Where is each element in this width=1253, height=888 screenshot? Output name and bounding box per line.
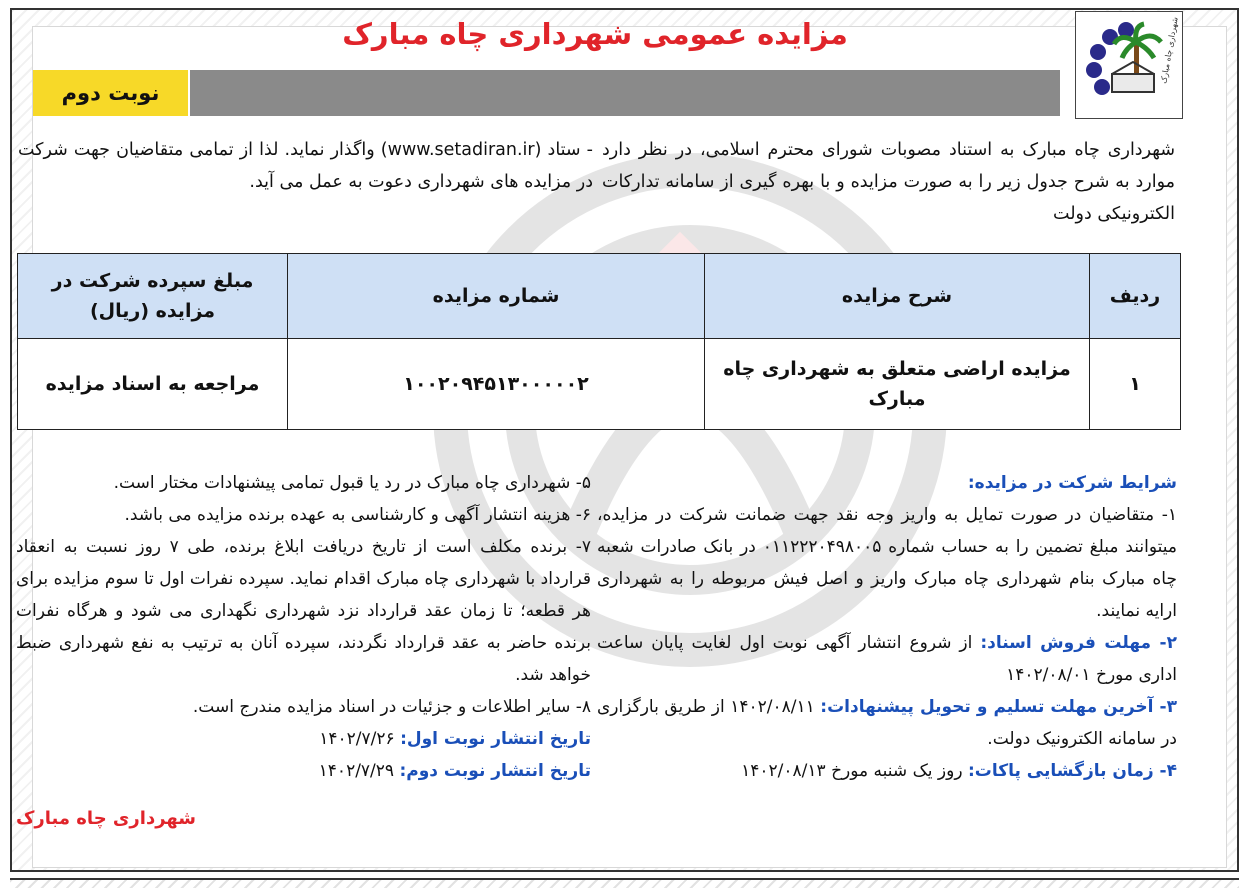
condition-7: ۷- برنده مکلف است از تاریخ دریافت ابلاغ برنده، طی ۷ روز نسبت به انعقاد قرارداد با شهرداری چاه مبارک اقدام نماید. سپرده نفرات اول تا سوم مزایده برای هر قطعه؛ تا زمان عقد قرارداد نزد شهرداری نگهداری می شود و هرگاه نفرات برنده حاضر به عقد قرارداد نگردند، سپرده آنان به ترتیب به نفع شهرداری ضبط خواهد شد. (16, 537, 591, 685)
cell-deposit: مراجعه به اسناد مزایده (18, 339, 288, 430)
municipality-logo-icon (1076, 12, 1181, 117)
publish-date-second (16, 755, 591, 787)
round-badge: نوبت دوم (33, 70, 188, 116)
condition-3 (597, 691, 1177, 755)
condition-8: ۸- سایر اطلاعات و جزئیات در اسناد مزایده مندرج است. (192, 697, 591, 717)
cell-description: مزایده اراضی متعلق به شهرداری چاه مبارک (705, 339, 1090, 430)
title-bar (190, 70, 1060, 116)
conditions-heading: شرایط شرکت در مزایده: (967, 473, 1177, 493)
auction-table (17, 253, 1181, 430)
header-row-number: ردیف (1090, 254, 1181, 339)
table-row (18, 339, 1181, 430)
publish-date-first (16, 723, 591, 755)
publish-date-first-label: تاریخ انتشار نوبت اول: (400, 729, 591, 749)
condition-4 (597, 755, 1177, 787)
condition-6: ۶- هزینه انتشار آگهی و کارشناسی به عهده برنده مزایده می باشد. (124, 505, 591, 525)
condition-3-label: ۳- آخرین مهلت تسلیم و تحویل پیشنهادات: (820, 697, 1178, 717)
condition-2-text: از شروع انتشار آگهی نوبت اول لغایت پایان ساعت اداری مورخ ۱۴۰۲/۰۸/۰۱ (597, 633, 1177, 685)
page-title: مزایده عمومی شهرداری چاه مبارک (342, 17, 848, 51)
publish-date-first-value: ۱۴۰۲/۷/۲۶ (319, 729, 401, 749)
municipality-logo (1075, 11, 1183, 119)
signature: شهرداری چاه مبارک (16, 808, 196, 829)
intro-paragraph-left (18, 134, 593, 198)
condition-4-text: روز یک شنبه مورخ ۱۴۰۲/۰۸/۱۳ (741, 761, 968, 781)
condition-1: ۱- متقاضیان در صورت تمایل به واریز وجه نقد جهت ضمانت شرکت در مزایده، میتوانند مبلغ تضمین را به حساب شماره ۰۱۱۲۲۲۰۴۹۸۰۰۵ در بانک صادرات شعبه چاه مبارک بنام شهرداری چاه مبارک واریز و اصل فیش مربوطه را به شهرداری ارایه نمایند. (597, 505, 1177, 621)
condition-3-text: ۱۴۰۲/۰۸/۱۱ از طریق بارگزاری در سامانه الکترونیک دولت. (597, 697, 1177, 749)
publish-date-second-value: ۱۴۰۲/۷/۲۹ (318, 761, 400, 781)
conditions-column-left (16, 467, 591, 787)
table-header-row (18, 254, 1181, 339)
condition-4-label: ۴- زمان بازگشایی پاکات: (967, 761, 1177, 781)
publish-date-second-label: تاریخ انتشار نوبت دوم: (399, 761, 591, 781)
cell-auction-number: ۱۰۰۲۰۹۴۵۱۳۰۰۰۰۰۲ (288, 339, 705, 430)
intro-text-right: شهرداری چاه مبارک به استناد مصوبات شورای محترم اسلامی، در نظر دارد موارد به شرح جدول زیر را به صورت مزایده و با بهره گیری از سامانه تدارکات الکترونیکی دولت (602, 140, 1175, 224)
conditions-column-right (597, 467, 1177, 787)
intro-paragraph-right (602, 134, 1175, 230)
condition-5: ۵- شهرداری چاه مبارک در رد یا قبول تمامی پیشنهادات مختار است. (113, 473, 591, 493)
condition-2 (597, 627, 1177, 691)
header-deposit: مبلغ سپرده شرکت در مزایده (ریال) (18, 254, 288, 339)
svg-text:شهرداری چاه مبارک: شهرداری چاه مبارک (1159, 16, 1180, 85)
condition-2-label: ۲- مهلت فروش اسناد: (980, 633, 1177, 653)
intro-text-left: - ستاد (www.setadiran.ir) واگذار نماید. لذا از تمامی متقاضیان جهت شرکت در مزایده های شهرداری دعوت به عمل می آید. (18, 140, 593, 192)
header-description: شرح مزایده (705, 254, 1090, 339)
header-auction-number: شماره مزایده (288, 254, 705, 339)
cell-row-number: ۱ (1090, 339, 1181, 430)
bottom-border-strip (10, 878, 1239, 888)
